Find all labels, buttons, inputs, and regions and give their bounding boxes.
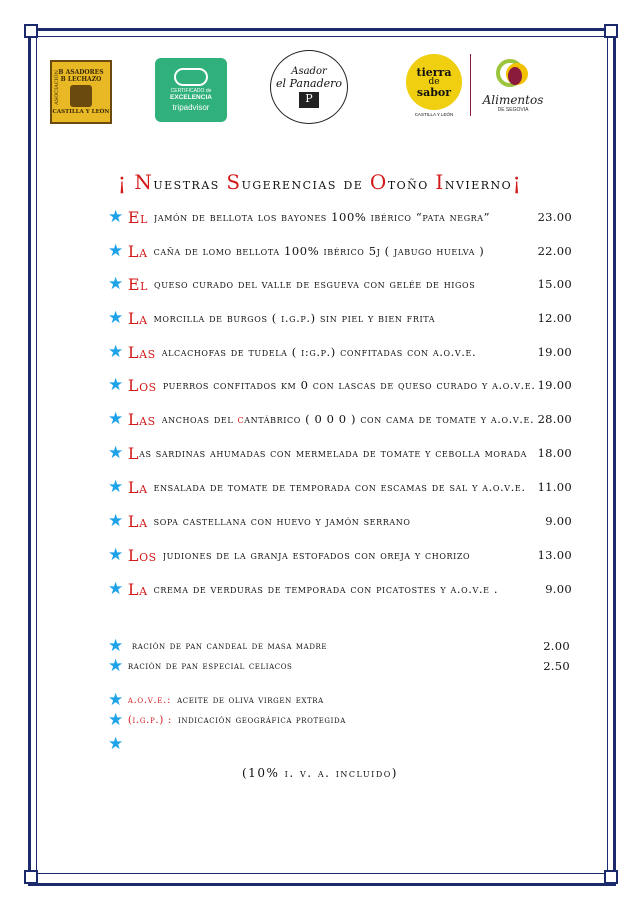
- item-article: La: [127, 308, 148, 328]
- star-icon: ★: [108, 341, 124, 362]
- item-price: 11.00: [537, 480, 572, 494]
- star-icon: ★: [108, 689, 124, 710]
- item-article: La: [127, 579, 148, 599]
- star-icon: ★: [108, 374, 124, 395]
- item-desc: crema de verduras de temporada con picatostes y a.o.v.e .: [153, 582, 499, 596]
- star-icon: ★: [108, 476, 124, 497]
- asadores-side-text: ASOCIACIÓN: [54, 70, 60, 105]
- item-price: 9.00: [545, 514, 572, 528]
- tierra-line3: sabor: [416, 85, 452, 99]
- item-desc: ensalada de tomate de temporada con escamas de sal y a.o.v.e.: [153, 480, 526, 494]
- menu-item: [108, 342, 578, 362]
- menu-item: [108, 207, 578, 227]
- menu-item: [108, 241, 578, 261]
- tierra-line1: tierra: [416, 65, 452, 79]
- frame-corner-tl: [24, 24, 38, 38]
- star-icon: ★: [108, 442, 124, 463]
- star-icon: ★: [108, 709, 124, 730]
- title-cap-4: O: [369, 170, 388, 194]
- vat-note: (10% i. v. a. incluido): [242, 766, 398, 780]
- tierra-de-sabor-logo: [406, 54, 462, 110]
- note-desc: aceite de oliva virgen extra: [177, 694, 324, 706]
- note-key: (i.g.p.) :: [127, 714, 172, 726]
- note-item: [108, 690, 578, 710]
- frame-corner-tr: [604, 24, 618, 38]
- star-icon: ★: [108, 578, 124, 599]
- item-desc: jamón de bellota los bayones 100% ibérico “pata negra”: [154, 210, 491, 224]
- menu-title: [0, 170, 640, 195]
- asadores-logo: [50, 60, 112, 124]
- title-cap-5: I: [435, 170, 445, 194]
- asadores-emblem-icon: [70, 85, 92, 107]
- item-article: Las: [127, 342, 156, 362]
- item-desc-highlight: c: [237, 412, 245, 426]
- title-close-mark: ¡: [512, 170, 523, 195]
- item-article: La: [127, 241, 148, 261]
- note-item-empty: [108, 734, 578, 754]
- title-cap-1: N: [134, 170, 154, 194]
- extra-desc: ración de pan especial celiacos: [127, 660, 293, 672]
- extra-desc: ración de pan candeal de masa madre: [131, 640, 328, 652]
- asador-panadero-logo: [270, 50, 348, 124]
- menu-item: [108, 308, 578, 328]
- item-desc: queso curado del valle de esgueva con gelée de higos: [154, 277, 476, 291]
- alimentos-sub: DE SEGOVIA: [497, 107, 529, 113]
- trip-brand: tripadvisor: [172, 103, 210, 112]
- note-item: [108, 710, 578, 730]
- tierra-line2: de: [428, 76, 440, 87]
- extra-item: [108, 636, 578, 656]
- asador-line1: Asador: [291, 66, 327, 77]
- star-icon: ★: [108, 273, 124, 294]
- title-word-4: toño: [387, 174, 429, 193]
- menu-item: [108, 545, 578, 565]
- title-word-1: uestras: [153, 174, 220, 193]
- extra-price: 2.50: [543, 659, 570, 673]
- extra-item: [108, 656, 578, 676]
- star-icon: ★: [108, 510, 124, 531]
- item-price: 19.00: [537, 378, 572, 392]
- tripadvisor-badge: [155, 58, 227, 122]
- item-price: 18.00: [537, 446, 572, 460]
- title-word-3: de: [343, 174, 364, 193]
- asadores-line3: CASTILLA Y LEÓN: [52, 109, 110, 115]
- menu-item: [108, 375, 578, 395]
- item-desc: morcilla de burgos ( i.g.p.) sin piel y bien frita: [153, 311, 436, 325]
- asador-monogram: P: [299, 92, 319, 108]
- item-price: 12.00: [537, 311, 572, 325]
- asador-line2: el Panadero: [275, 77, 343, 90]
- menu-item: [108, 274, 578, 294]
- star-icon: ★: [108, 733, 124, 754]
- item-price: 23.00: [537, 210, 572, 224]
- star-icon: ★: [108, 635, 124, 656]
- item-price: 9.00: [545, 582, 572, 596]
- item-article: Los: [127, 545, 157, 565]
- item-desc: alcachofas de tudela ( i:g.p.) confitadas con a.o.v.e.: [161, 345, 477, 359]
- item-price: 22.00: [537, 244, 572, 258]
- menu-item: [108, 511, 578, 531]
- item-article: La: [127, 511, 148, 531]
- trip-line2: EXCELENCIA: [170, 94, 212, 101]
- item-desc: judiones de la granja estofados con oreja y chorizo: [162, 548, 471, 562]
- item-article: El: [127, 207, 149, 227]
- logo-divider: [470, 54, 471, 116]
- item-article: Las: [127, 409, 156, 429]
- star-icon: ★: [108, 240, 124, 261]
- menu-item: [108, 579, 578, 599]
- frame-corner-br: [604, 870, 618, 884]
- item-price: 15.00: [537, 277, 572, 291]
- note-desc: indicación geográfica protegida: [178, 714, 346, 726]
- frame-corner-bl: [24, 870, 38, 884]
- item-article: El: [127, 274, 149, 294]
- item-article: Los: [127, 375, 157, 395]
- asadores-line2: B LECHAZO: [60, 76, 102, 83]
- menu-item: [108, 477, 578, 497]
- tierra-sub: CASTILLA Y LEÓN: [414, 112, 454, 117]
- item-desc-part: antábrico ( 0 0 0 ) con cama de tomate y a.o.v.e.: [244, 412, 535, 426]
- note-key: a.o.v.e.:: [127, 694, 172, 706]
- extra-price: 2.00: [543, 639, 570, 653]
- menu-item: [108, 409, 578, 429]
- star-icon: ★: [108, 307, 124, 328]
- item-desc-part: anchoas del: [161, 412, 238, 426]
- alimentos-segovia-logo: [478, 50, 548, 122]
- star-icon: ★: [108, 544, 124, 565]
- logo-bar: [0, 50, 640, 125]
- asadores-line1: B ASADORES: [58, 69, 104, 76]
- item-desc: caña de lomo bellota 100% ibérico 5j ( jabugo huelva ): [153, 244, 485, 258]
- item-price: 28.00: [537, 412, 572, 426]
- alimentos-name: Alimentos: [482, 93, 544, 107]
- item-desc: [162, 412, 578, 426]
- item-desc: sopa castellana con huevo y jamón serrano: [153, 514, 411, 528]
- star-icon: ★: [108, 655, 124, 676]
- title-cap-2: S: [226, 170, 242, 194]
- item-price: 19.00: [537, 345, 572, 359]
- item-desc: puerros confitados km 0 con lascas de queso curado y a.o.v.e.: [162, 378, 536, 392]
- trip-line1: CERTIFICADO de: [170, 88, 212, 94]
- alimentos-circles-icon: [496, 59, 530, 93]
- title-open-mark: ¡: [117, 170, 128, 195]
- owl-icon: [174, 68, 208, 86]
- item-desc: as sardinas ahumadas con mermelada de tomate y cebolla morada: [139, 446, 527, 460]
- item-article: L: [127, 443, 140, 463]
- title-word-5: nvierno: [444, 174, 513, 193]
- menu-item: [108, 443, 578, 463]
- title-word-2: ugerencias: [241, 174, 337, 193]
- item-price: 13.00: [537, 548, 572, 562]
- star-icon: ★: [108, 408, 124, 429]
- item-article: La: [127, 477, 148, 497]
- star-icon: ★: [108, 206, 124, 227]
